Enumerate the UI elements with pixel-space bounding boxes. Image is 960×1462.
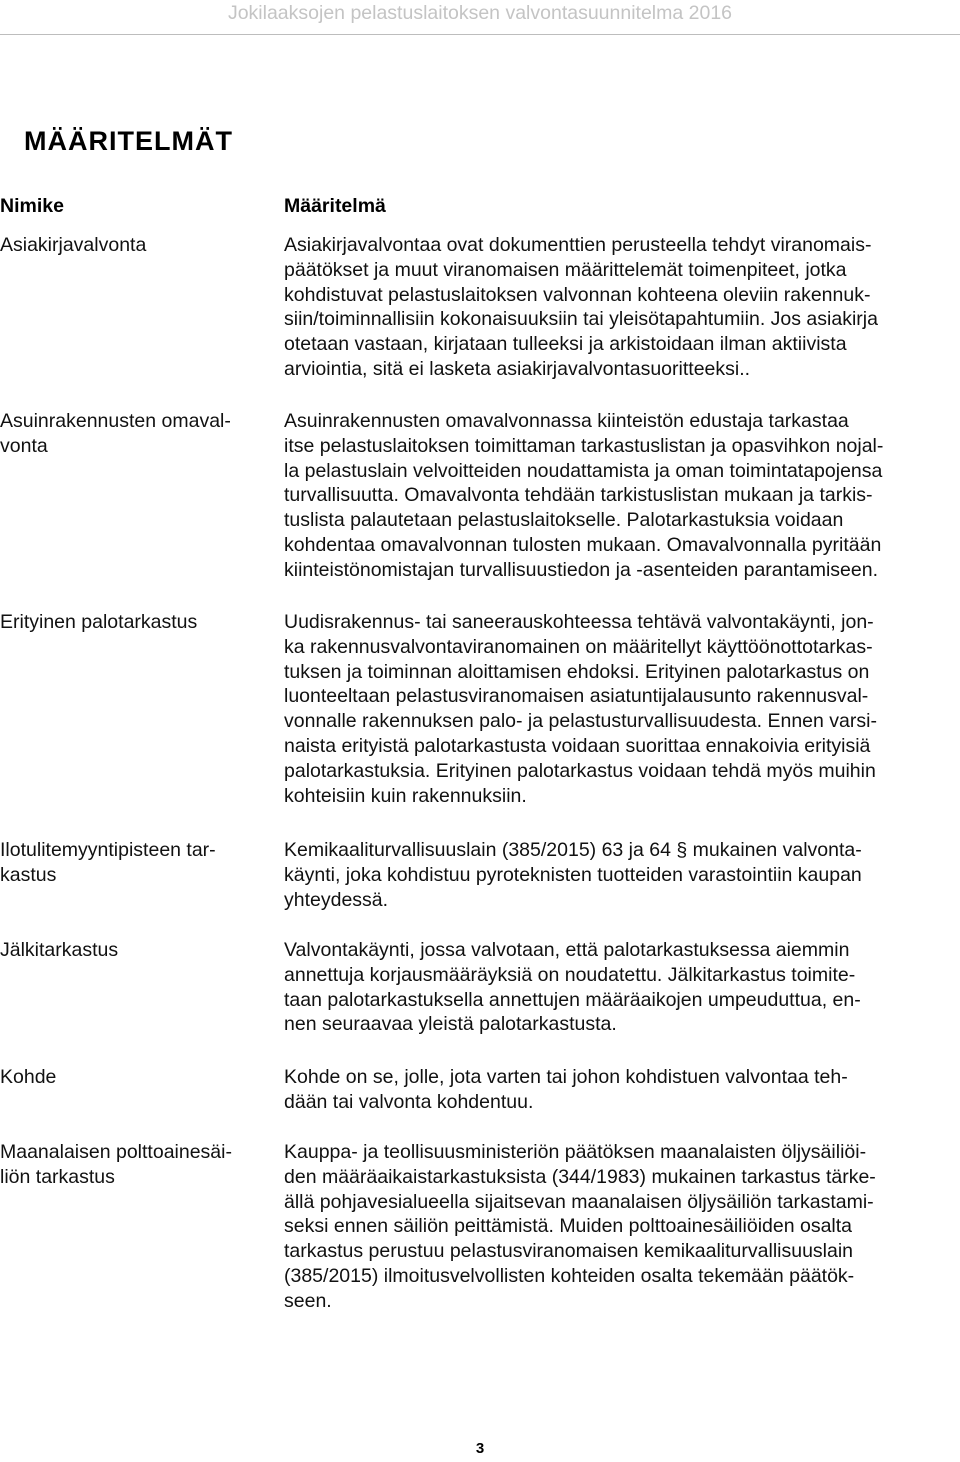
- definition-erityinen-palotarkastus: Uudisrakennus- tai saneerauskohteessa tehtävä valvontakäynti, jon- ka rakennusvalvontaviranomainen on määritellyt käyttöönottotarkas- tuksen ja toiminnan aloittamisen ehdoksi. Erityinen palotarkastus on luonteeltaan pelastusviranomaisen asiatuntijalausunto rakennusval- vonnalle rakennuksen palo- ja pelastusturvallisuudesta. Ennen varsi- naista erityistä palotarkastusta voidaan suorittaa ennakoivia erityisiä palotarkastuksia. Erityinen palotarkastus voidaan tehdä myös muihin kohteisiin kuin rakennuksiin.: [284, 611, 877, 807]
- definition-kohde: Kohde on se, jolle, jota varten tai johon kohdistuen valvontaa teh- dään tai valvonta kohdentuu.: [284, 1066, 848, 1113]
- definition-asiakirjavalvonta: Asiakirjavalvontaa ovat dokumenttien perusteella tehdyt viranomais- päätökset ja muut viranomaisen määrittelemät toimenpiteet, jotka kohdistuvat pelastuslaitoksen valvonnan kohteena oleviin rakennuk- siin/toiminnallisiin kokonaisuuksiin tai yleisötapahtumiin. Jos asiakirja otetaan vastaan, kirjataan tulleeksi ja arkistoidaan ilman aktiivista arviointia, sitä ei lasketa asiakirjavalvontasuoritteeksi..: [284, 234, 878, 380]
- term-asiakirjavalvonta: Asiakirjavalvonta: [0, 234, 147, 256]
- definition-jalkitarkastus: Valvontakäynti, jossa valvotaan, että palotarkastuksessa aiemmin annettuja korjausmääräyksiä on noudatettu. Jälkitarkastus toimite- taan palotarkastuksella annettujen määräaikojen umpeuduttua, en- nen seuraavaa yleistä palotarkastusta.: [284, 939, 861, 1036]
- page-number: 3: [475, 1440, 485, 1457]
- definition-asuinrakennusten-omavalvonta: Asuinrakennusten omavalvonnassa kiinteistön edustaja tarkastaa itse pelastuslaitoksen toimittaman tarkastuslistan ja opasvihkon nojal- la pelastuslain velvoitteiden noudattamista ja oman toimintatapojensa turvallisuutta. Omavalvonta tehdään tarkistuslistan mukaan ja tarkis- tuslista palautetaan pelastuslaitokselle. Palotarkastuksia voidaan kohdentaa omavalvonnan tulosten mukaan. Omavalvonnalla pyritään kiinteistönomistajan turvallisuustiedon ja -asenteiden parantamiseen.: [284, 410, 884, 581]
- column-header-definition: Määritelmä: [284, 195, 386, 217]
- term-asuinrakennusten-omavalvonta: Asuinrakennusten omaval- vonta: [0, 410, 231, 457]
- term-erityinen-palotarkastus: Erityinen palotarkastus: [0, 611, 198, 633]
- definition-ilotulitemyyntipisteen-tarkastus: Kemikaaliturvallisuuslain (385/2015) 63 ja 64 § mukainen valvonta- käynti, joka kohdistuu pyroteknisten tuotteiden varastointiin kaupan yhteydessä.: [284, 839, 862, 911]
- definition-maanalaisen-polttoainesailion-tarkastus: Kauppa- ja teollisuusministeriön päätöksen maanalaisten öljysäiliöi- den määräaikaistarkastuksista (344/1983) mukainen tarkastus tärke- ällä pohjavesialueella sijaitsevan maanalaisen öljysäiliön tarkastami- seksi ennen säiliön peittämistä. Muiden polttoainesäiliöiden osalta tarkastus perustuu pelastusviranomaisen kemikaaliturvallisuuslain (385/2015) ilmoitusvelvollisten kohteiden osalta tekemään päätök- seen.: [284, 1141, 876, 1312]
- term-jalkitarkastus: Jälkitarkastus: [0, 939, 119, 961]
- running-header: Jokilaaksojen pelastuslaitoksen valvontasuunnitelma 2016: [227, 2, 733, 24]
- term-ilotulitemyyntipisteen-tarkastus: Ilotulitemyyntipisteen tar- kastus: [0, 839, 216, 886]
- term-maanalaisen-polttoainesailion-tarkastus: Maanalaisen polttoainesäi- liön tarkastus: [0, 1141, 232, 1188]
- column-header-term: Nimike: [0, 195, 64, 217]
- term-kohde: Kohde: [0, 1066, 57, 1088]
- page-title: MÄÄRITELMÄT: [24, 126, 233, 156]
- header-divider: [0, 34, 960, 35]
